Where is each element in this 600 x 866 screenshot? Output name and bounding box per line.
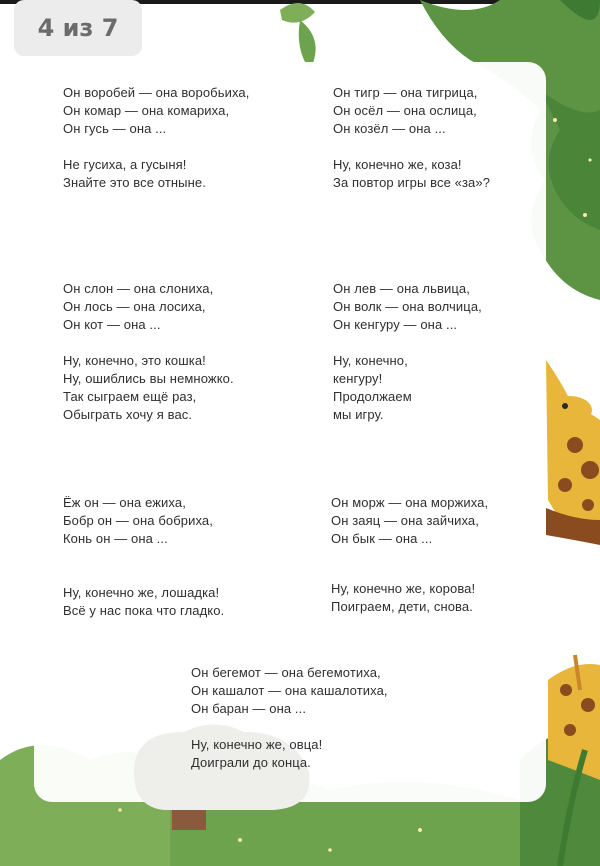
verse-walrus [331, 494, 488, 616]
verse-line: Он лев — она львица, [333, 281, 470, 296]
giraffe-illustration [546, 360, 600, 545]
verse-line: мы игру. [333, 407, 384, 422]
verse-elephant [63, 280, 234, 424]
verse-line: Он козёл — она ... [333, 121, 446, 136]
verse-line: Доиграли до конца. [191, 755, 311, 770]
verse-line: Ну, конечно, это кошка! [63, 353, 206, 368]
verse-hippo [191, 664, 388, 772]
top-middle-leaves [280, 3, 316, 70]
verse-line: Он тигр — она тигрица, [333, 85, 478, 100]
verse-line: Знайте это все отныне. [63, 175, 206, 190]
verse-line: Конь он — она ... [63, 531, 168, 546]
verse-line: Бобр он — она бобриха, [63, 513, 213, 528]
verse-line: Обыграть хочу я вас. [63, 407, 193, 422]
verse-line: Не гусиха, а гусыня! [63, 157, 187, 172]
verse-tiger [333, 84, 490, 192]
slide-counter: 4 из 7 [14, 0, 142, 56]
verse-line: Всё у нас пока что гладко. [63, 603, 225, 618]
verse-line: Ну, конечно же, овца! [191, 737, 323, 752]
verse-line: Он кенгуру — она ... [333, 317, 458, 332]
verse-line: Ну, конечно же, лошадка! [63, 585, 220, 600]
verse-sparrow [63, 84, 249, 192]
verse-line: Продолжаем [333, 389, 412, 404]
verse-line: Он комар — она комариха, [63, 103, 230, 118]
verse-hedgehog [63, 494, 224, 620]
verse-line: Он лось — она лосиха, [63, 299, 206, 314]
verse-line: кенгуру! [333, 371, 383, 386]
verse-line: Ну, конечно, [333, 353, 408, 368]
verse-line: Ну, конечно же, корова! [331, 581, 476, 596]
verse-line: Он морж — она моржиха, [331, 495, 489, 510]
verse-line: Он гусь — она ... [63, 121, 167, 136]
verse-line: Он воробей — она воробьиха, [63, 85, 250, 100]
verse-line: Он бык — она ... [331, 531, 433, 546]
verse-line: Ну, конечно же, коза! [333, 157, 462, 172]
verse-line: Он осёл — она ослица, [333, 103, 477, 118]
verse-line: За повтор игры все «за»? [333, 175, 491, 190]
verse-line: Он заяц — она зайчиха, [331, 513, 479, 528]
verse-line: Ну, ошиблись вы немножко. [63, 371, 234, 386]
verse-line: Он волк — она волчица, [333, 299, 482, 314]
verse-line: Он баран — она ... [191, 701, 307, 716]
verse-line: Так сыграем ещё раз, [63, 389, 197, 404]
verse-line: Он бегемот — она бегемотиха, [191, 665, 381, 680]
verse-line: Он кашалот — она кашалотиха, [191, 683, 388, 698]
verse-line: Он слон — она слониха, [63, 281, 214, 296]
verse-line: Поиграем, дети, снова. [331, 599, 473, 614]
verse-line: Ёж он — она ежиха, [63, 495, 186, 510]
verse-line: Он кот — она ... [63, 317, 161, 332]
verse-lion [333, 280, 482, 424]
